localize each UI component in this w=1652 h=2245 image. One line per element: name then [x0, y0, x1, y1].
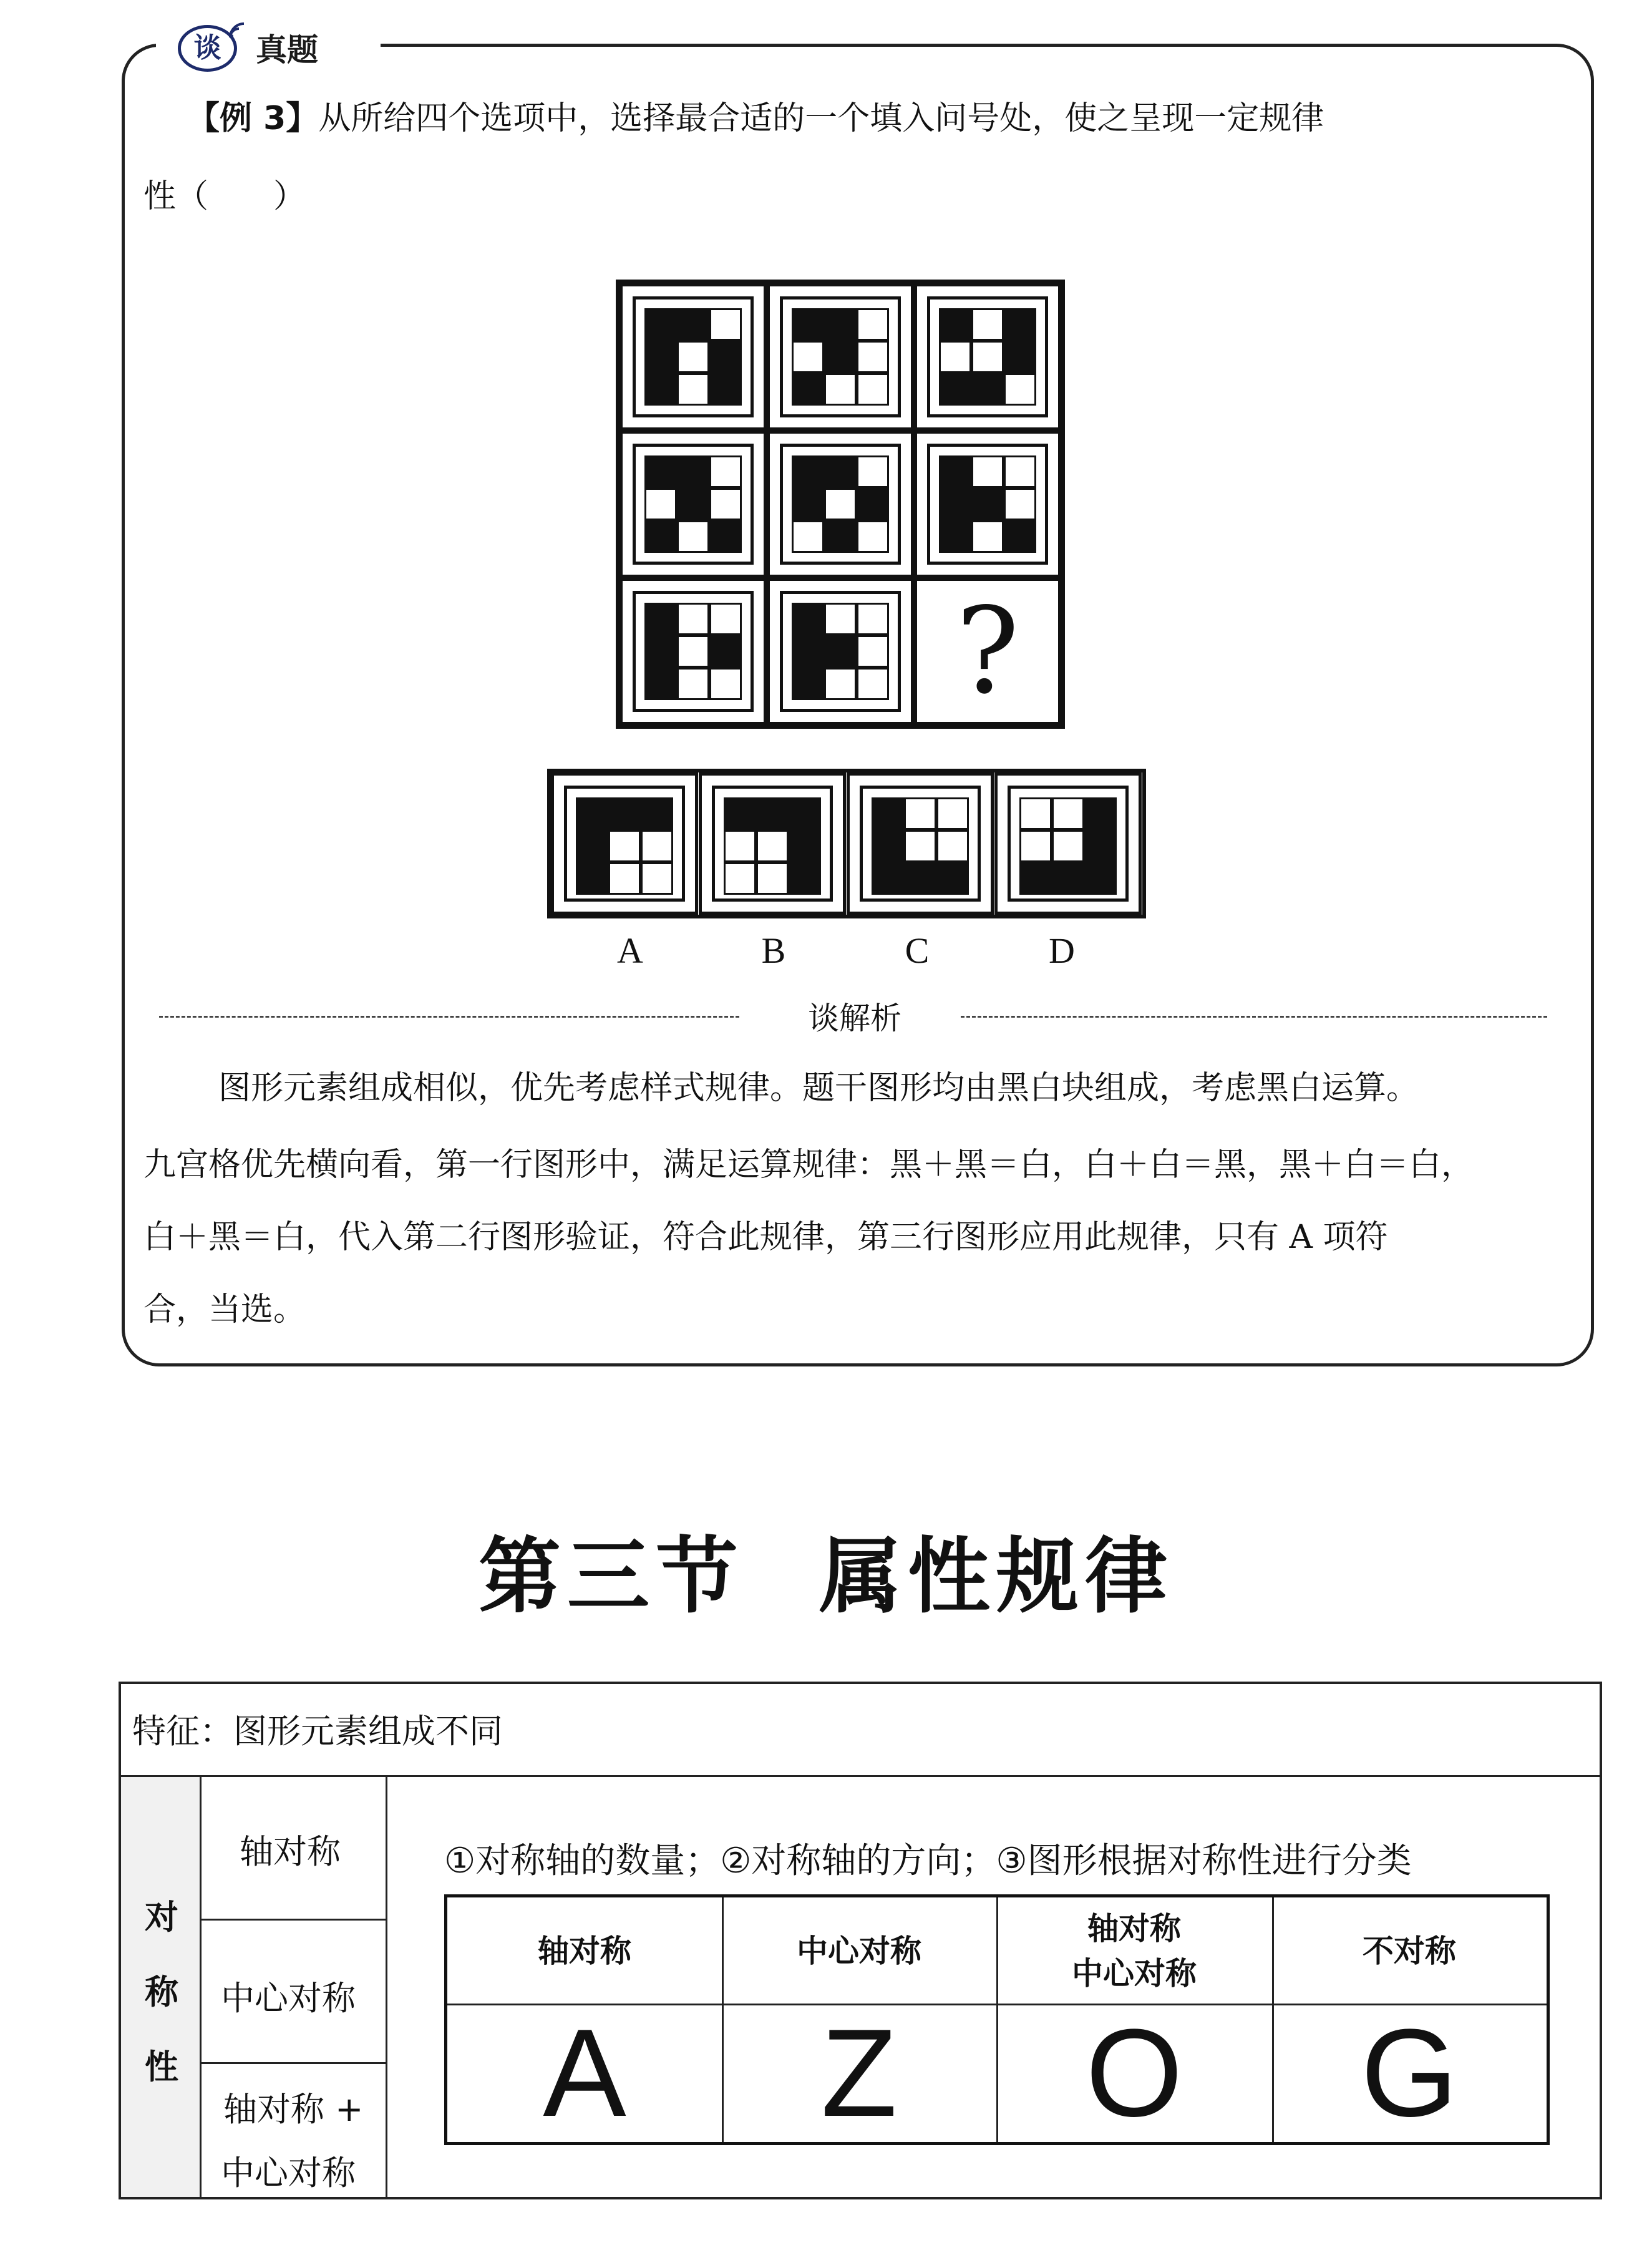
white-square: [608, 830, 641, 862]
option-d[interactable]: [994, 772, 1142, 915]
option-pattern: [872, 797, 969, 895]
black-square: [939, 455, 971, 488]
black-square: [677, 488, 709, 520]
black-square: [792, 603, 824, 635]
option-pattern: [576, 797, 673, 895]
header-asymmetric: 不对称: [1363, 1933, 1456, 1969]
white-square: [677, 341, 709, 373]
question-line-2: 性（ ）: [143, 178, 306, 215]
puzzle-cell-pattern: [792, 455, 889, 553]
puzzle-cell-1-2: [767, 283, 914, 431]
white-square: [1019, 797, 1052, 830]
black-square: [677, 308, 709, 341]
white-square: [1004, 488, 1036, 520]
header-both: [996, 1897, 1272, 2005]
black-square: [792, 668, 824, 700]
header-both-line2: 中心对称: [1072, 1955, 1197, 1992]
black-square: [644, 373, 677, 406]
white-square: [709, 668, 742, 700]
white-square: [971, 341, 1004, 373]
white-square: [677, 373, 709, 406]
puzzle-cell-frame: [633, 444, 754, 565]
black-square: [644, 341, 677, 373]
white-square: [904, 830, 936, 862]
section-name: 属性规律: [819, 1528, 1173, 1625]
white-square: [857, 635, 889, 668]
question-text: 从所给四个选项中，选择最合适的一个填入问号处，使之呈现一定规律: [318, 100, 1324, 137]
table-vline-1: [200, 1775, 202, 2199]
black-square: [792, 635, 824, 668]
black-square: [792, 373, 824, 406]
white-square: [677, 635, 709, 668]
option-frame: [564, 786, 685, 902]
puzzle-cell-frame: [780, 591, 901, 712]
section-number: 第三节: [479, 1528, 744, 1625]
black-square: [641, 797, 673, 830]
white-square: [857, 603, 889, 635]
feature-text: 特征：图形元素组成不同: [132, 1712, 503, 1751]
white-square: [1019, 830, 1052, 862]
logo-badge: 谈: [178, 25, 237, 72]
black-square: [724, 797, 756, 830]
option-label-b: B: [761, 930, 786, 971]
white-square: [792, 341, 824, 373]
header-axial: 轴对称: [538, 1933, 631, 1969]
table-vline-2: [386, 1775, 387, 2199]
white-square: [824, 603, 857, 635]
puzzle-cell-frame: [780, 296, 901, 417]
puzzle-cell-pattern: [939, 455, 1036, 553]
puzzle-cell-pattern: [644, 455, 742, 553]
white-square: [709, 488, 742, 520]
option-frame: [712, 786, 833, 902]
subcat-both-line1: 轴对称 +: [223, 2090, 364, 2129]
category-char-1: 对: [145, 1897, 178, 1937]
white-square: [824, 488, 857, 520]
white-square: [1052, 830, 1084, 862]
puzzle-cell-frame: [927, 296, 1048, 417]
puzzle-cell-pattern: [644, 308, 742, 406]
question-label: 【例 3】: [187, 100, 319, 137]
options-strip: [547, 769, 1146, 918]
black-square: [824, 341, 857, 373]
black-square: [644, 668, 677, 700]
category-char-2: 称: [145, 1972, 178, 2012]
white-square: [641, 830, 673, 862]
subcat-both-line2: 中心对称: [221, 2153, 356, 2193]
option-pattern: [1019, 797, 1117, 895]
analysis-line-3: 白＋黑＝白，代入第二行图形验证，符合此规律，第三行图形应用此规律，只有 A 项符: [143, 1219, 1388, 1256]
white-square: [824, 373, 857, 406]
black-square: [1084, 797, 1117, 830]
black-square: [576, 797, 608, 830]
black-square: [644, 603, 677, 635]
option-a[interactable]: [551, 772, 698, 915]
black-square: [576, 862, 608, 895]
puzzle-cell-pattern: [792, 603, 889, 700]
analysis-line-4: 合，当选。: [143, 1291, 306, 1328]
white-square: [939, 341, 971, 373]
black-square: [872, 862, 904, 895]
black-square: [824, 635, 857, 668]
white-square: [724, 862, 756, 895]
black-square: [904, 862, 936, 895]
header-both-line1: 轴对称: [1087, 1911, 1181, 1947]
black-square: [792, 308, 824, 341]
puzzle-cell-1-1: [620, 283, 767, 431]
white-square: [724, 830, 756, 862]
puzzle-cell-2-3: [914, 431, 1061, 578]
black-square: [971, 373, 1004, 406]
white-square: [1004, 455, 1036, 488]
white-square: [756, 862, 789, 895]
white-square: [1004, 373, 1036, 406]
black-square: [1004, 308, 1036, 341]
category-char-3: 性: [145, 2047, 178, 2087]
letter-a: A: [543, 2004, 626, 2143]
black-square: [644, 308, 677, 341]
white-square: [756, 830, 789, 862]
black-square: [792, 488, 824, 520]
puzzle-cell-3-2: [767, 578, 914, 725]
black-square: [709, 341, 742, 373]
black-square: [857, 488, 889, 520]
black-square: [939, 373, 971, 406]
black-square: [1019, 862, 1052, 895]
subcat-central: 中心对称: [221, 1979, 356, 2018]
option-frame: [860, 786, 981, 902]
puzzle-cell-1-3: [914, 283, 1061, 431]
black-square: [709, 635, 742, 668]
white-square: [1052, 797, 1084, 830]
black-square: [792, 455, 824, 488]
black-square: [1084, 830, 1117, 862]
divider-right: [961, 1016, 1547, 1018]
option-b[interactable]: [699, 772, 846, 915]
black-square: [939, 520, 971, 553]
letter-o: O: [1086, 2004, 1183, 2143]
analysis-title: 谈解析: [808, 1000, 901, 1036]
black-square: [1052, 862, 1084, 895]
white-square: [857, 373, 889, 406]
black-square: [756, 797, 789, 830]
white-square: [857, 308, 889, 341]
black-square: [644, 635, 677, 668]
option-frame: [1008, 786, 1129, 902]
puzzle-cell-pattern: [792, 308, 889, 406]
white-square: [641, 862, 673, 895]
white-square: [857, 520, 889, 553]
black-square: [1004, 520, 1036, 553]
table-hline-b: [200, 2062, 386, 2064]
symmetry-description: ①对称轴的数量；②对称轴的方向；③图形根据对称性进行分类: [444, 1841, 1412, 1881]
white-square: [857, 668, 889, 700]
white-square: [792, 520, 824, 553]
white-square: [677, 603, 709, 635]
white-square: [904, 797, 936, 830]
puzzle-cell-pattern: [644, 603, 742, 700]
option-label-c: C: [905, 930, 930, 971]
puzzle-cell-frame: [633, 296, 754, 417]
black-square: [939, 308, 971, 341]
puzzle-cell-frame: [927, 444, 1048, 565]
white-square: [971, 455, 1004, 488]
puzzle-cell-3-3: [914, 578, 1061, 725]
white-square: [608, 862, 641, 895]
black-square: [1084, 862, 1117, 895]
puzzle-cell-2-2: [767, 431, 914, 578]
black-square: [824, 520, 857, 553]
white-square: [857, 341, 889, 373]
analysis-line-1: 图形元素组成相似，优先考虑样式规律。题干图形均由黑白块组成，考虑黑白运算。: [218, 1069, 1419, 1107]
black-square: [644, 520, 677, 553]
letter-z: Z: [820, 2004, 898, 2143]
signal-icon: [228, 19, 250, 41]
white-square: [857, 455, 889, 488]
black-square: [644, 455, 677, 488]
option-c[interactable]: [847, 772, 994, 915]
white-square: [677, 520, 709, 553]
black-square: [824, 308, 857, 341]
black-square: [936, 862, 969, 895]
black-square: [789, 862, 821, 895]
letter-g: G: [1361, 2004, 1458, 2143]
puzzle-cell-frame: [633, 591, 754, 712]
puzzle-cell-frame: [780, 444, 901, 565]
black-square: [789, 830, 821, 862]
white-square: [824, 668, 857, 700]
white-square: [971, 520, 1004, 553]
section-tag: 真题: [256, 32, 318, 68]
section-title: [0, 1510, 1652, 1629]
symmetry-table: [444, 1894, 1550, 2145]
puzzle-cell-2-1: [620, 431, 767, 578]
black-square: [677, 455, 709, 488]
black-square: [824, 455, 857, 488]
white-square: [936, 797, 969, 830]
puzzle-cell-pattern: [939, 308, 1036, 406]
puzzle-cell-3-1: [620, 578, 767, 725]
subcat-axial: 轴对称: [240, 1832, 341, 1871]
white-square: [971, 308, 1004, 341]
white-square: [936, 830, 969, 862]
option-label-d: D: [1049, 930, 1075, 971]
white-square: [709, 455, 742, 488]
header-central: 中心对称: [797, 1933, 921, 1969]
white-square: [677, 668, 709, 700]
black-square: [971, 488, 1004, 520]
black-square: [709, 373, 742, 406]
black-square: [1004, 341, 1036, 373]
option-pattern: [724, 797, 821, 895]
black-square: [576, 830, 608, 862]
table-hline-a: [200, 1919, 386, 1921]
option-label-a: A: [617, 930, 643, 971]
question-line-1: [143, 87, 1578, 150]
analysis-line-2: 九宫格优先横向看，第一行图形中，满足运算规律：黑＋黑＝白，白＋白＝黑，黑＋白＝白，: [143, 1146, 1474, 1184]
black-square: [608, 797, 641, 830]
puzzle-grid: [616, 280, 1065, 729]
black-square: [709, 520, 742, 553]
white-square: [709, 603, 742, 635]
black-square: [872, 830, 904, 862]
black-square: [789, 797, 821, 830]
black-square: [872, 797, 904, 830]
white-square: [709, 308, 742, 341]
question-mark: ?: [956, 582, 1019, 720]
divider-left: [159, 1016, 739, 1018]
black-square: [939, 488, 971, 520]
table-hline-top: [119, 1775, 1602, 1777]
white-square: [644, 488, 677, 520]
